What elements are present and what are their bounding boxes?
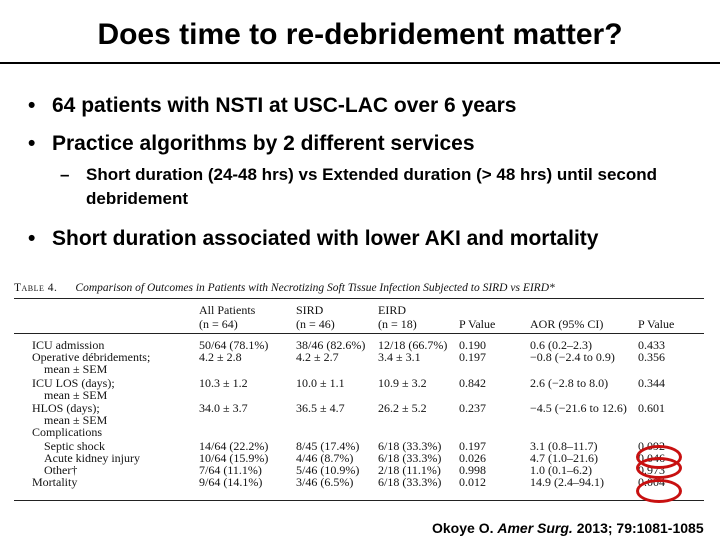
table-cell-sird: 5/46 (10.9%): [296, 463, 360, 477]
header-sird-n: (n = 46): [296, 317, 335, 331]
table-cell-p2: 0.356: [638, 350, 665, 364]
table-cell-label: Acute kidney injury: [44, 451, 140, 465]
bullet-3-text: Short duration associated with lower AKI and mortality: [52, 227, 599, 250]
table-cell-aor: 2.6 (−2.8 to 8.0): [530, 376, 609, 390]
table-header-rule: [14, 333, 704, 334]
table-cell-p: 0.026: [459, 451, 486, 465]
table-cell-sird: 10.0 ± 1.1: [296, 376, 345, 390]
table-cell-eird: 10.9 ± 3.2: [378, 376, 427, 390]
table-cell-aor: −4.5 (−21.6 to 12.6): [530, 401, 627, 415]
table-cell-p: 0.998: [459, 463, 486, 477]
sub-bullet-marker: –: [60, 165, 70, 184]
table-cell-eird: 2/18 (11.1%): [378, 463, 441, 477]
table-cell-p: 0.190: [459, 338, 486, 352]
header-p-value: P Value: [459, 317, 496, 331]
table-cell-eird: 26.2 ± 5.2: [378, 401, 427, 415]
table-cell-label: mean ± SEM: [44, 413, 108, 427]
table-caption: [14, 280, 704, 298]
table-bottom-rule: [14, 500, 704, 501]
bullet-marker: •: [28, 227, 36, 250]
table-cell-all: 7/64 (11.1%): [199, 463, 262, 477]
table-cell-label: Mortality: [32, 475, 78, 489]
table-cell-p2: 0.344: [638, 376, 665, 390]
table-cell-p2: 0.601: [638, 401, 665, 415]
header-all-n: (n = 64): [199, 317, 238, 331]
table-cell-eird: 6/18 (33.3%): [378, 451, 442, 465]
table-cell-all: 14/64 (22.2%): [199, 439, 269, 453]
table-cell-label: Other†: [44, 463, 78, 477]
sub-bullet-text: Short duration (24-48 hrs) vs Extended duration (> 48 hrs) until second debridement: [86, 165, 658, 208]
table-cell-label: Complications: [32, 425, 102, 439]
table-cell-p2: 0.433: [638, 338, 665, 352]
outcomes-table: [14, 280, 704, 489]
table-cell-sird: 36.5 ± 4.7: [296, 401, 345, 415]
table-cell-sird: 38/46 (82.6%): [296, 338, 366, 352]
table-cell-label: ICU admission: [32, 338, 105, 352]
table-cell-sird: 4/46 (8.7%): [296, 451, 354, 465]
bullet-1-text: 64 patients with NSTI at USC-LAC over 6 years: [52, 94, 517, 117]
table-label: Table 4.: [14, 282, 58, 294]
table-caption-text: Comparison of Outcomes in Patients with Necrotizing Soft Tissue Infection Subjected to SIRD vs EIRD*: [75, 282, 555, 294]
table-cell-label: ICU LOS (days);: [32, 376, 115, 390]
table-cell-aor: 0.6 (0.2–2.3): [530, 338, 592, 352]
table-cell-aor: 1.0 (0.1–6.2): [530, 463, 592, 477]
table-cell-label: Septic shock: [44, 439, 105, 453]
table-cell-label: HLOS (days);: [32, 401, 100, 415]
table-cell-p: 0.237: [459, 401, 486, 415]
table-cell-all: 4.2 ± 2.8: [199, 350, 242, 364]
header-aor: AOR (95% CI): [530, 317, 604, 331]
highlight-circle-mortality: [636, 479, 682, 503]
table-cell-eird: 12/18 (66.7%): [378, 338, 448, 352]
slide-title: Does time to re-debridement matter?: [97, 18, 623, 51]
citation-journal: Amer Surg.: [497, 520, 573, 536]
header-eird: EIRD: [378, 303, 406, 317]
table-cell-eird: 6/18 (33.3%): [378, 439, 442, 453]
table-cell-p: 0.012: [459, 475, 486, 489]
table-cell-all: 50/64 (78.1%): [199, 338, 269, 352]
header-p-value-adjusted: P Value: [638, 317, 675, 331]
title-divider: [0, 62, 720, 64]
header-sird: SIRD: [296, 303, 324, 317]
table-cell-p2: 0.092: [638, 439, 665, 453]
table-cell-aor: −0.8 (−2.4 to 0.9): [530, 350, 615, 364]
bullet-2-text: Practice algorithms by 2 different services: [52, 132, 475, 155]
bullet-marker: •: [28, 94, 36, 117]
table-cell-label: Operative débridements;: [32, 350, 151, 364]
citation: [432, 520, 704, 536]
citation-authors: Okoye O.: [432, 520, 494, 536]
table-cell-p: 0.197: [459, 350, 486, 364]
table-cell-eird: 6/18 (33.3%): [378, 475, 442, 489]
header-all-patients: All Patients: [199, 303, 256, 317]
table-cell-p2: 0.004: [638, 475, 665, 489]
table-cell-aor: 4.7 (1.0–21.6): [530, 451, 598, 465]
table-cell-aor: 3.1 (0.8–11.7): [530, 439, 598, 453]
table-cell-eird: 3.4 ± 3.1: [378, 350, 421, 364]
table-cell-all: 10.3 ± 1.2: [199, 376, 248, 390]
table-cell-p: 0.197: [459, 439, 486, 453]
citation-details: 2013; 79:1081-1085: [576, 520, 704, 536]
bullet-1: [28, 94, 516, 118]
table-cell-aor: 14.9 (2.4–94.1): [530, 475, 604, 489]
table-cell-p2: 0.046: [638, 451, 665, 465]
header-eird-n: (n = 18): [378, 317, 417, 331]
table-cell-label: mean ± SEM: [44, 388, 108, 402]
table-cell-sird: 3/46 (6.5%): [296, 475, 354, 489]
bullet-3: [28, 227, 598, 251]
sub-bullet: [60, 163, 700, 211]
table-top-rule: [14, 298, 704, 299]
bullet-marker: •: [28, 132, 36, 155]
table-cell-p: 0.842: [459, 376, 486, 390]
table-cell-all: 34.0 ± 3.7: [199, 401, 248, 415]
table-cell-label: mean ± SEM: [44, 362, 108, 376]
table-cell-p2: 0.973: [638, 463, 665, 477]
table-cell-sird: 8/45 (17.4%): [296, 439, 360, 453]
bullet-2: [28, 132, 475, 156]
table-cell-sird: 4.2 ± 2.7: [296, 350, 339, 364]
table-cell-all: 10/64 (15.9%): [199, 451, 269, 465]
highlight-circle-aki: [636, 457, 682, 479]
table-cell-all: 9/64 (14.1%): [199, 475, 263, 489]
